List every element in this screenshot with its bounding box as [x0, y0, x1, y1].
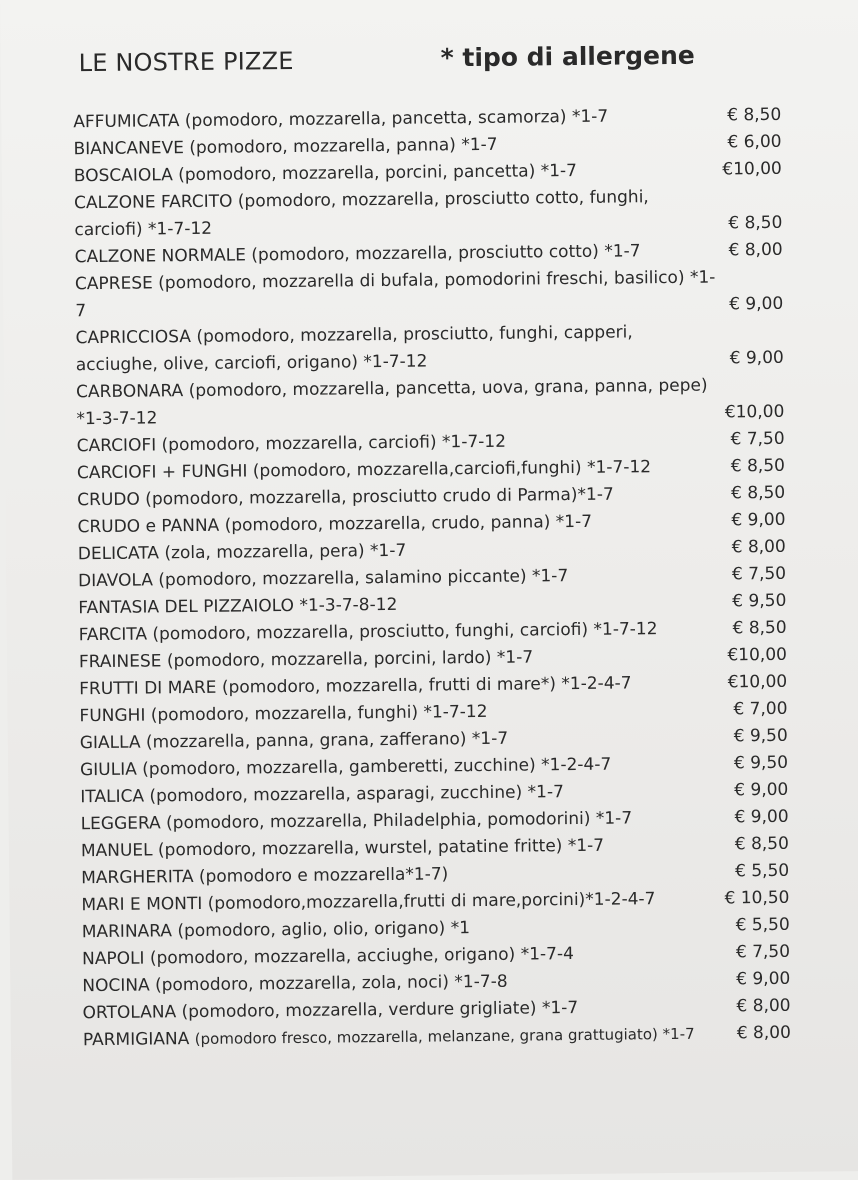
allergen-note: * tipo di allergene [440, 40, 695, 73]
pizza-price: € 9,00 [734, 779, 789, 801]
pizza-price: € 7,00 [733, 698, 788, 720]
pizza-name: CARCIOFI + FUNGHI [76, 461, 248, 484]
pizza-price: € 9,00 [729, 293, 784, 315]
pizza-name: CALZONE NORMALE [74, 245, 247, 268]
pizza-name: CARBONARA [76, 381, 184, 403]
pizza-price: € 9,00 [729, 347, 784, 369]
pizza-price: € 5,50 [734, 860, 790, 882]
pizza-name: CALZONE FARCITO [74, 191, 233, 214]
pizza-name: CAPRICCIOSA [75, 327, 192, 349]
pizza-price: €10,00 [722, 158, 782, 180]
pizza-ingredients: (pomodoro, mozzarella, porcini, lardo) *1-7 [166, 647, 534, 672]
pizza-name: FUNGHI [79, 705, 146, 727]
pizza-price: €10,00 [724, 401, 785, 423]
menu-header [79, 42, 779, 85]
pizza-price: €10,00 [727, 644, 788, 666]
menu-item [75, 318, 784, 379]
pizza-name: FRUTTI DI MARE [79, 677, 217, 700]
pizza-name: DELICATA [77, 543, 160, 565]
pizza-ingredients: *1-3-7-8-12 [299, 594, 398, 616]
pizza-ingredients: (pomodoro,mozzarella,frutti di mare,porcini)*1-2-4-7 [207, 889, 656, 914]
pizza-price: € 8,50 [730, 455, 786, 477]
pizza-name: NOCINA [82, 975, 150, 997]
pizza-name: GIULIA [79, 759, 137, 781]
pizza-name: MANUEL [80, 840, 153, 862]
menu-item [74, 183, 783, 244]
pizza-price: € 9,00 [731, 509, 786, 531]
pizza-name: CRUDO e PANNA [77, 515, 220, 538]
pizza-name: LEGGERA [80, 813, 161, 835]
pizza-price: € 8,00 [736, 995, 791, 1017]
pizza-name: GIALLA [79, 732, 141, 754]
pizza-ingredients: (pomodoro, mozzarella, acciughe, origano) *1-7-4 [149, 944, 574, 969]
pizza-ingredients: (pomodoro fresco, mozzarella, melanzane, grana grattugiato) *1-7 [194, 1024, 695, 1049]
pizza-ingredients: (pomodoro, mozzarella, porcini, pancetta) *1-7 [178, 160, 578, 186]
pizza-ingredients: (pomodoro, mozzarella, wurstel, patatine fritte) *1-7 [157, 835, 605, 861]
pizza-price: € 8,50 [731, 482, 786, 504]
pizza-price: € 7,50 [735, 941, 791, 963]
pizza-ingredients: (pomodoro, mozzarella, zola, noci) *1-7-8 [154, 971, 508, 996]
pizza-name: MARGHERITA [81, 867, 194, 889]
pizza-name: CAPRESE [74, 273, 153, 295]
pizza-ingredients: (zola, mozzarella, pera) *1-7 [164, 540, 407, 564]
menu-title: LE NOSTRE PIZZE [78, 46, 294, 78]
pizza-ingredients: (pomodoro, mozzarella, pancetta, uova, grana, panna, pepe) *1-3-7-12 [76, 375, 708, 430]
pizza-ingredients: (pomodoro, mozzarella di bufala, pomodorini freschi, basilico) *1-7 [75, 267, 716, 322]
pizza-ingredients: (pomodoro, mozzarella, prosciutto crudo di Parma)*1-7 [145, 484, 614, 510]
pizza-ingredients: (pomodoro, mozzarella, prosciutto cotto, funghi, carciofi) *1-7-12 [74, 187, 649, 241]
pizza-ingredients: (pomodoro, mozzarella, panna) *1-7 [189, 134, 498, 159]
pizza-name: FRAINESE [78, 651, 162, 673]
pizza-name: CARCIOFI [76, 435, 157, 457]
pizza-name: DIAVOLA [77, 570, 154, 592]
pizza-price: € 8,50 [727, 104, 782, 126]
pizza-price: € 9,50 [733, 752, 789, 774]
pizza-price: € 8,50 [732, 617, 787, 639]
pizza-ingredients: (pomodoro, mozzarella, Philadelphia, pomodorini) *1-7 [165, 808, 633, 834]
pizza-name: BIANCANEVE [73, 138, 185, 160]
pizza-name: ORTOLANA [82, 1002, 177, 1024]
pizza-name: MARI E MONTI [81, 893, 203, 916]
pizza-ingredients: (pomodoro, mozzarella, asparagi, zucchine) *1-7 [149, 782, 564, 807]
pizza-price: € 9,00 [734, 806, 789, 828]
pizza-price: € 9,50 [732, 590, 787, 612]
pizza-name: CRUDO [77, 489, 140, 511]
pizza-ingredients: (pomodoro, mozzarella, funghi) *1-7-12 [150, 701, 488, 726]
pizza-name: ITALICA [80, 786, 145, 808]
pizza-price: € 5,50 [735, 914, 790, 936]
pizza-price: € 7,50 [731, 563, 787, 585]
pizza-price: € 8,00 [736, 1022, 791, 1044]
pizza-price: € 8,50 [734, 833, 789, 855]
pizza-price: € 9,00 [736, 968, 791, 990]
pizza-name: NAPOLI [81, 948, 145, 970]
pizza-price: € 6,00 [727, 131, 782, 153]
pizza-ingredients: (mozzarella, panna, grana, zafferano) *1-7 [145, 728, 509, 753]
pizza-price: € 8,00 [728, 239, 783, 261]
pizza-name: FANTASIA DEL PIZZAIOLO [78, 595, 295, 619]
pizza-ingredients: (pomodoro, mozzarella, salamino piccante) *1-7 [158, 566, 569, 591]
pizza-price: € 8,50 [728, 212, 783, 234]
pizza-ingredients: (pomodoro, mozzarella, verdure grigliate) *1-7 [181, 998, 579, 1023]
pizza-price: € 9,50 [733, 725, 788, 747]
pizza-ingredients: (pomodoro, mozzarella, gamberetti, zucchine) *1-2-4-7 [142, 754, 612, 780]
pizza-ingredients: (pomodoro, mozzarella, prosciutto cotto) *1-7 [251, 241, 641, 266]
pizza-ingredients: (pomodoro, mozzarella, crudo, panna) *1-7 [224, 511, 593, 536]
pizza-ingredients: (pomodoro, mozzarella, pancetta, scamorza) *1-7 [184, 106, 609, 132]
pizza-ingredients: (pomodoro, aglio, olio, origano) *1 [177, 918, 471, 942]
menu-item [76, 372, 785, 433]
pizza-ingredients: (pomodoro, mozzarella,carciofi,funghi) *1-7-12 [252, 457, 652, 482]
pizza-name: AFFUMICATA [73, 111, 180, 133]
pizza-price: € 7,50 [730, 428, 785, 450]
pizza-ingredients: (pomodoro, mozzarella, frutti di mare*) *1-2-4-7 [221, 673, 632, 698]
menu-item [75, 264, 784, 325]
pizza-price: € 8,00 [731, 536, 786, 558]
pizza-name: BOSCAIOLA [73, 165, 173, 187]
pizza-ingredients: (pomodoro, mozzarella, carciofi) *1-7-12 [161, 431, 507, 456]
pizza-ingredients: (pomodoro e mozzarella*1-7) [198, 864, 449, 887]
pizza-name: FARCITA [78, 624, 148, 646]
pizza-name: PARMIGIANA [82, 1029, 190, 1051]
pizza-name: MARINARA [81, 921, 173, 943]
pizza-price: €10,00 [727, 671, 788, 693]
pizza-list [73, 102, 791, 1054]
pizza-ingredients: (pomodoro, mozzarella, prosciutto, funghi, carciofi) *1-7-12 [152, 619, 658, 645]
pizza-price: € 10,50 [724, 887, 790, 909]
pizza-ingredients: (pomodoro, mozzarella, prosciutto, funghi, capperi, acciughe, olive, carciofi, origano) *1-7-12 [75, 322, 633, 376]
